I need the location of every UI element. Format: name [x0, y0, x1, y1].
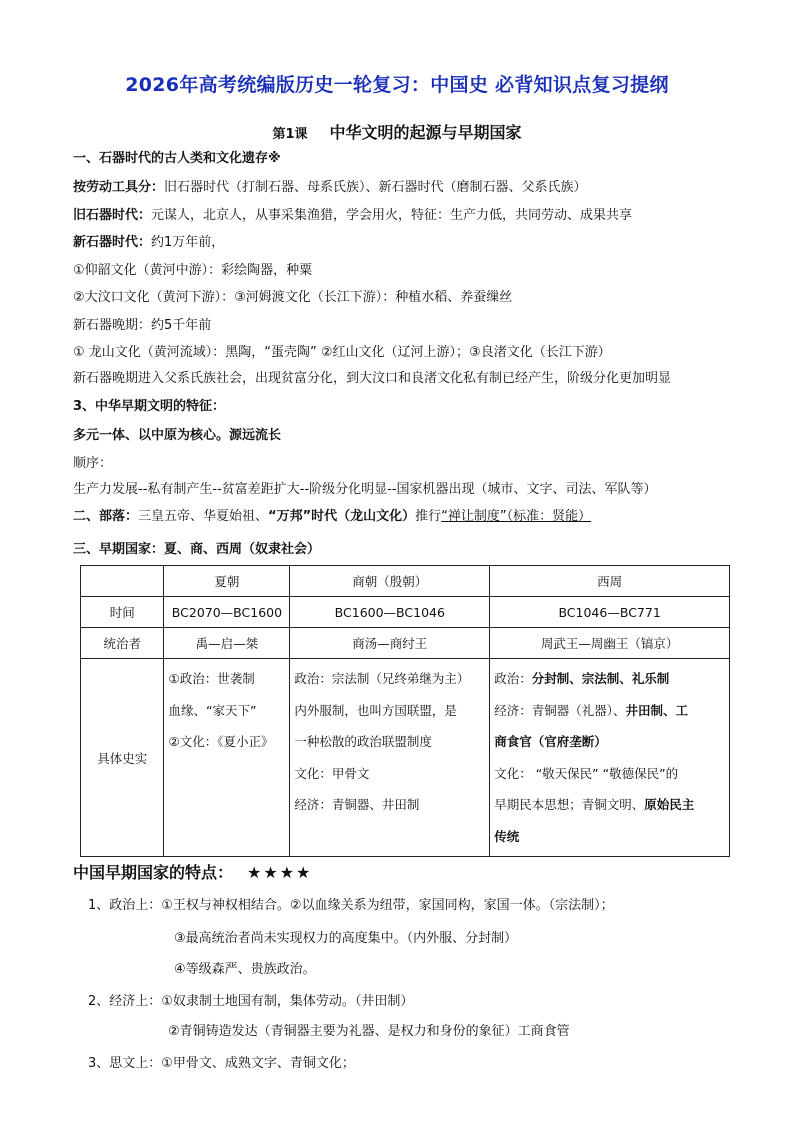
- feature-line: ④等级森严、贵族政治。: [174, 962, 316, 977]
- table-header-cell: 夏朝: [164, 566, 290, 597]
- cell-line: [494, 789, 725, 821]
- cell-line: 一种松散的政治联盟制度: [294, 734, 432, 749]
- star-rating: ★★★★: [247, 863, 313, 882]
- features-title-text: 中国早期国家的特点：: [73, 863, 234, 882]
- inline-text: 井田制、工: [625, 702, 689, 718]
- feature-line: [88, 1055, 355, 1073]
- section-heading-1: 一、石器时代的古人类和文化遗存※: [73, 151, 281, 166]
- inline-text: 分封制、宗法制、礼乐制: [531, 671, 670, 686]
- cell-line: 文化：甲骨文: [294, 765, 370, 781]
- table-cell: 统治者: [81, 628, 164, 659]
- lesson-number: 第1课: [272, 127, 308, 142]
- feature-line: ②青铜铸造发达（青铜器主要为礼器、是权力和身份的象征）工商食管: [168, 1024, 570, 1039]
- table-header-cell: [81, 566, 164, 597]
- table-cell: BC1600—BC1046: [290, 597, 490, 628]
- text-line: [73, 207, 632, 225]
- feature-line: [88, 993, 413, 1011]
- cell-line: 内外服制，也叫方国联盟，是: [294, 702, 457, 718]
- text-line: 新石器晚期进入父系氏族社会，出现贫富分化，到大汶口和良渚文化私有制已经产生，阶级分化更加明显: [73, 371, 672, 386]
- table-cell-xia: [164, 659, 290, 857]
- feature-label: 1、政治上：: [88, 898, 162, 913]
- inline-text: 政治：: [494, 671, 532, 686]
- text-line: 生产力发展--私有制产生--贫富差距扩大--阶级分化明显--国家机器出现（城市、文字、司法、军队等）: [73, 482, 657, 497]
- table-cell: BC1046—BC771: [490, 597, 730, 628]
- inline-label: 按劳动工具分：: [73, 180, 165, 195]
- inline-text: 经济：青铜器（礼器）、: [494, 702, 626, 718]
- cell-line: 文化： “敬天保民” “敬德保民”的: [494, 765, 679, 781]
- text-line: 新石器晚期：约5千年前: [73, 318, 212, 333]
- cell-line: 政治：宗法制（兄终弟继为主）: [294, 671, 470, 686]
- cell-line: [494, 663, 725, 695]
- dynasty-table: [80, 565, 730, 857]
- lesson-name: 中华文明的起源与早期国家: [329, 123, 522, 142]
- table-cell-shang: [290, 659, 490, 857]
- cell-line: 传统: [494, 828, 520, 844]
- features-title: [73, 860, 312, 883]
- inline-text: 推行: [415, 509, 442, 524]
- table-cell: 商汤—商纣王: [290, 628, 490, 659]
- table-cell: 禹—启—桀: [164, 628, 290, 659]
- cell-line: 血缘、“家天下”: [168, 702, 257, 718]
- table-cell: BC2070—BC1600: [164, 597, 290, 628]
- feature-label: 3、思文上：: [88, 1056, 162, 1071]
- inline-text: 早期民本思想；青铜文明、: [494, 797, 645, 812]
- text-line: ① 龙山文化（黄河流域）：黑陶，“蛋壳陶” ②红山文化（辽河上游）；③良渚文化（长江下游）: [73, 345, 611, 360]
- section-heading-early-states: 三、早期国家：夏、商、西周（奴隶社会）: [73, 542, 321, 557]
- cell-line: 经济：青铜器、井田制: [294, 797, 420, 812]
- text-line: ①仰韶文化（黄河中游）：彩绘陶器，种粟: [73, 263, 313, 278]
- inline-text: 元谋人，北京人，从事采集渔猎，学会用火，特征：生产力低，共同劳动、成果共享: [151, 208, 633, 223]
- feature-text: ①奴隶制土地国有制，集体劳动。（井田制）: [161, 994, 414, 1009]
- inline-text: 约1万年前，: [151, 235, 225, 250]
- feature-text: ①王权与神权相结合。②以血缘关系为纽带，家国同构，家国一体。（宗法制）；: [161, 898, 614, 913]
- table-row: [81, 597, 730, 628]
- cell-line: ②文化：《夏小正》: [168, 734, 274, 749]
- cell-line: [494, 695, 725, 727]
- inline-text: “万邦”时代（龙山文化）: [268, 509, 416, 524]
- inline-label: 新石器时代：: [73, 235, 152, 250]
- text-line: [73, 179, 587, 197]
- section-heading-3: 3、中华早期文明的特征：: [73, 399, 226, 414]
- text-line: ②大汶口文化（黄河下游）：③河姆渡文化（长江下游）：种植水稻、养蚕缫丝: [73, 290, 513, 305]
- inline-text: 旧石器时代（打制石器、母系氏族）、新石器时代（磨制石器、父系氏族）: [164, 180, 587, 195]
- text-line: [73, 234, 224, 252]
- cell-line: ①政治：世袭制: [168, 671, 255, 686]
- lesson-heading: [0, 120, 794, 143]
- inline-text: 三皇五帝、华夏始祖、: [138, 509, 269, 524]
- feature-text: ①甲骨文、成熟文字、青铜文化；: [161, 1056, 355, 1071]
- inline-text: 原始民主: [644, 797, 695, 812]
- feature-label: 2、经济上：: [88, 994, 162, 1009]
- table-row: [81, 659, 730, 857]
- table-cell: 具体史实: [81, 659, 164, 857]
- feature-line: ③最高统治者尚未实现权力的高度集中。（内外服、分封制）: [174, 931, 518, 946]
- inline-label: 二、部落：: [73, 509, 139, 524]
- section-tribe: [73, 508, 591, 526]
- document-title: 2026年高考统编版历史一轮复习：中国史 必背知识点复习提纲: [125, 74, 669, 96]
- inline-label: 旧石器时代：: [73, 208, 152, 223]
- table-cell: 时间: [81, 597, 164, 628]
- cell-line: 商食官（官府垄断）: [494, 734, 607, 749]
- text-line: 顺序：: [73, 456, 113, 471]
- table-header-row: [81, 566, 730, 597]
- text-line: 多元一体、以中原为核心。源远流长: [73, 428, 282, 443]
- table-header-cell: 商朝（殷朝）: [290, 566, 490, 597]
- inline-text-underlined: “禅让制度”（标准：贤能）: [441, 509, 592, 524]
- table-header-cell: 西周: [490, 566, 730, 597]
- table-cell: 周武王—周幽王（镐京）: [490, 628, 730, 659]
- feature-line: [88, 897, 614, 915]
- table-row: [81, 628, 730, 659]
- table-cell-zhou: [490, 659, 730, 857]
